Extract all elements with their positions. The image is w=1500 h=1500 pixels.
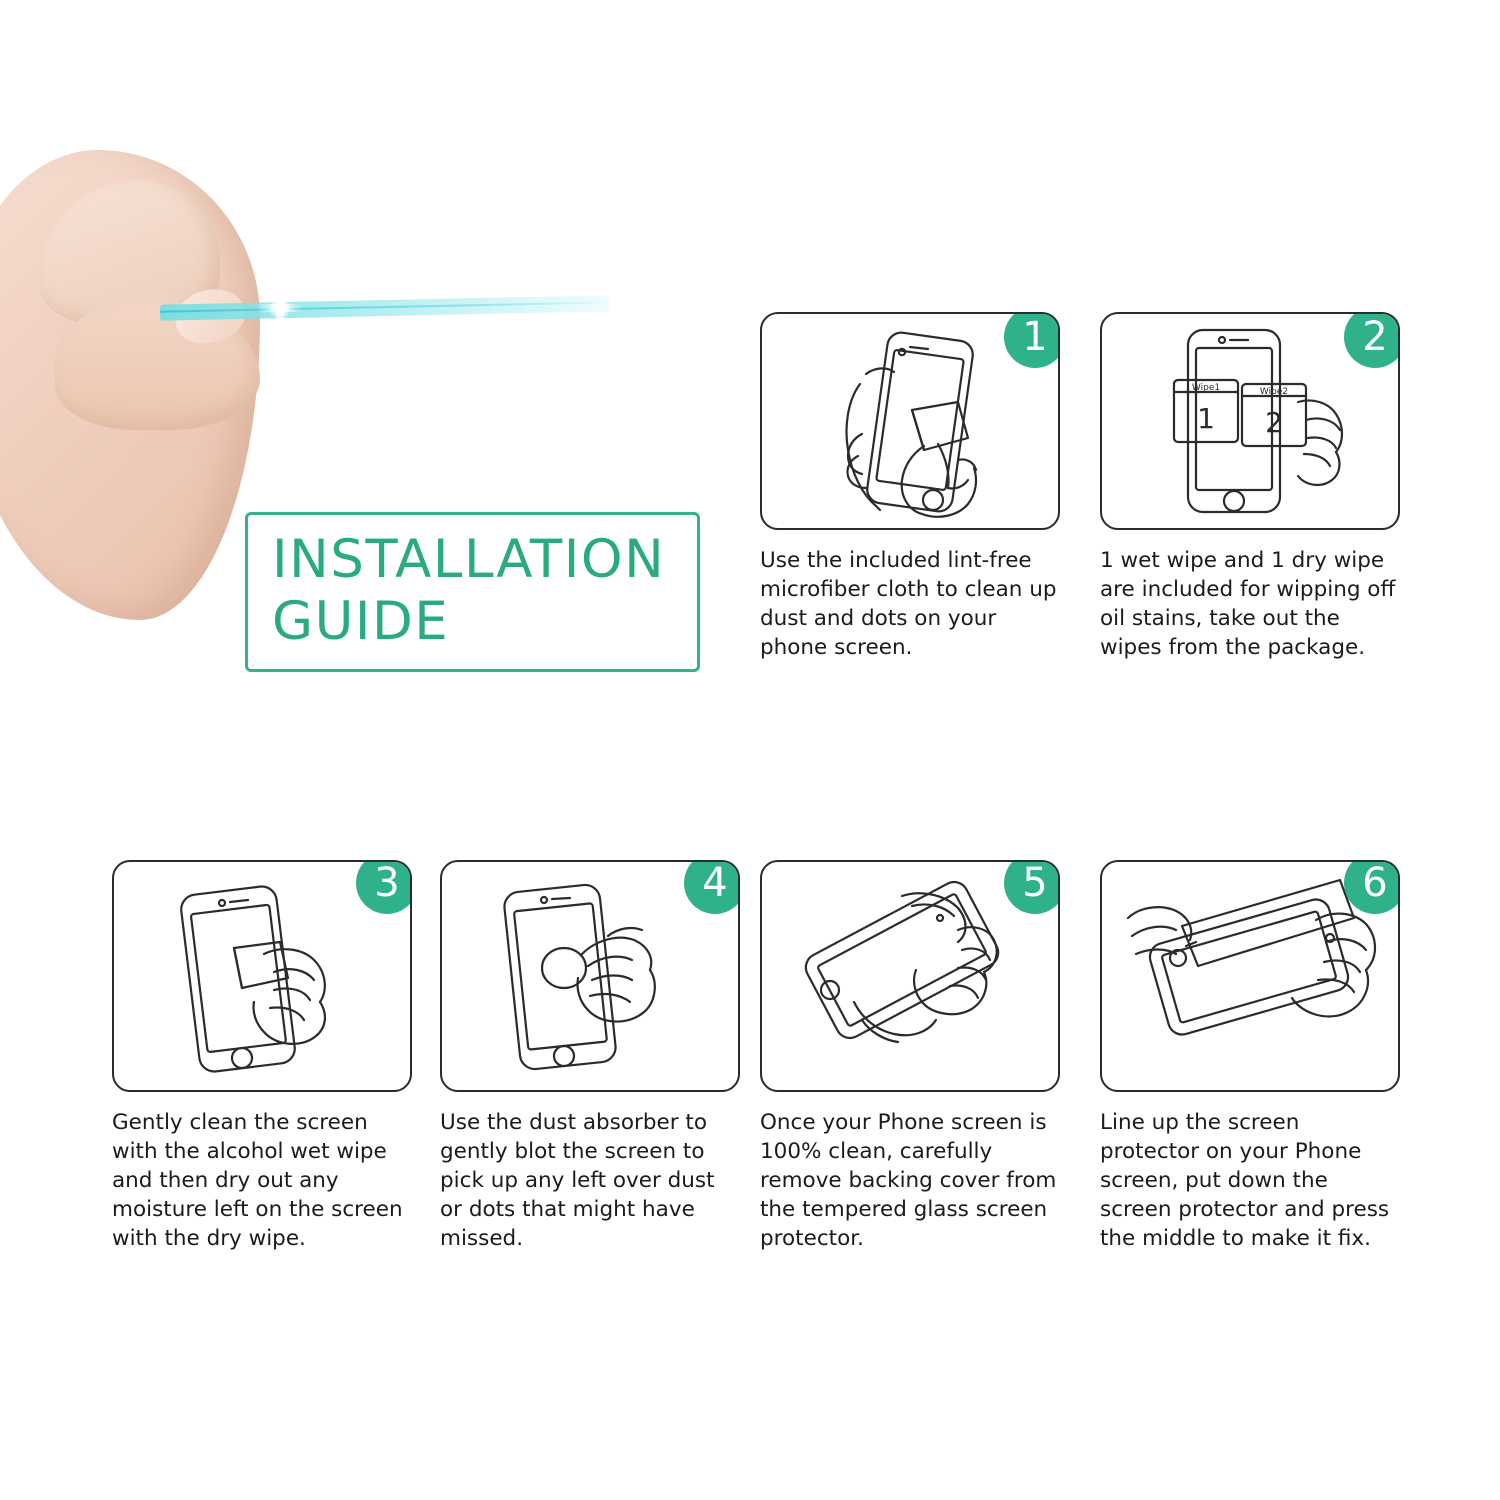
step-2-number-badge: 2 bbox=[1344, 312, 1400, 368]
step-1-illustration-panel bbox=[760, 312, 1060, 530]
svg-text:Wipe2: Wipe2 bbox=[1259, 387, 1289, 397]
step-6-caption: Line up the screen protector on your Phone screen, put down the screen protector and press the middle to make it fix. bbox=[1100, 1110, 1390, 1251]
step-2-illustration-panel bbox=[1100, 312, 1400, 530]
step-3-number-badge: 3 bbox=[356, 860, 412, 914]
step-1 bbox=[760, 312, 1060, 662]
svg-text:Wipe1: Wipe1 bbox=[1191, 383, 1221, 393]
step-2-caption: 1 wet wipe and 1 dry wipe are included for wipping off oil stains, take out the wipes from the package. bbox=[1100, 548, 1396, 660]
step-2 bbox=[1100, 312, 1400, 662]
step-6 bbox=[1100, 860, 1400, 1253]
step-1-number-badge: 1 bbox=[1004, 312, 1060, 368]
title-line-2: GUIDE bbox=[272, 591, 450, 652]
step-5-caption: Once your Phone screen is 100% clean, carefully remove backing cover from the tempered glass screen protector. bbox=[760, 1110, 1057, 1251]
step-4-illustration-panel bbox=[440, 860, 740, 1092]
step-5-illustration-panel bbox=[760, 860, 1060, 1092]
step-3 bbox=[112, 860, 412, 1253]
step-6-number-badge: 6 bbox=[1344, 860, 1400, 914]
sparkle-icon bbox=[248, 276, 312, 340]
svg-text:2: 2 bbox=[1265, 406, 1283, 439]
page-title bbox=[245, 512, 700, 672]
svg-text:1: 1 bbox=[1197, 402, 1215, 435]
step-4 bbox=[440, 860, 740, 1253]
step-5 bbox=[760, 860, 1060, 1253]
step-6-illustration-panel bbox=[1100, 860, 1400, 1092]
step-3-illustration-panel bbox=[112, 860, 412, 1092]
step-4-caption: Use the dust absorber to gently blot the screen to pick up any left over dust or dots that might have missed. bbox=[440, 1110, 715, 1251]
step-1-caption: Use the included lint-free microfiber cloth to clean up dust and dots on your phone screen. bbox=[760, 548, 1057, 660]
step-3-caption: Gently clean the screen with the alcohol wet wipe and then dry out any moisture left on the screen with the dry wipe. bbox=[112, 1110, 403, 1251]
step-4-number-badge: 4 bbox=[684, 860, 740, 914]
step-5-number-badge: 5 bbox=[1004, 860, 1060, 914]
title-line-1: INSTALLATION bbox=[272, 529, 666, 590]
